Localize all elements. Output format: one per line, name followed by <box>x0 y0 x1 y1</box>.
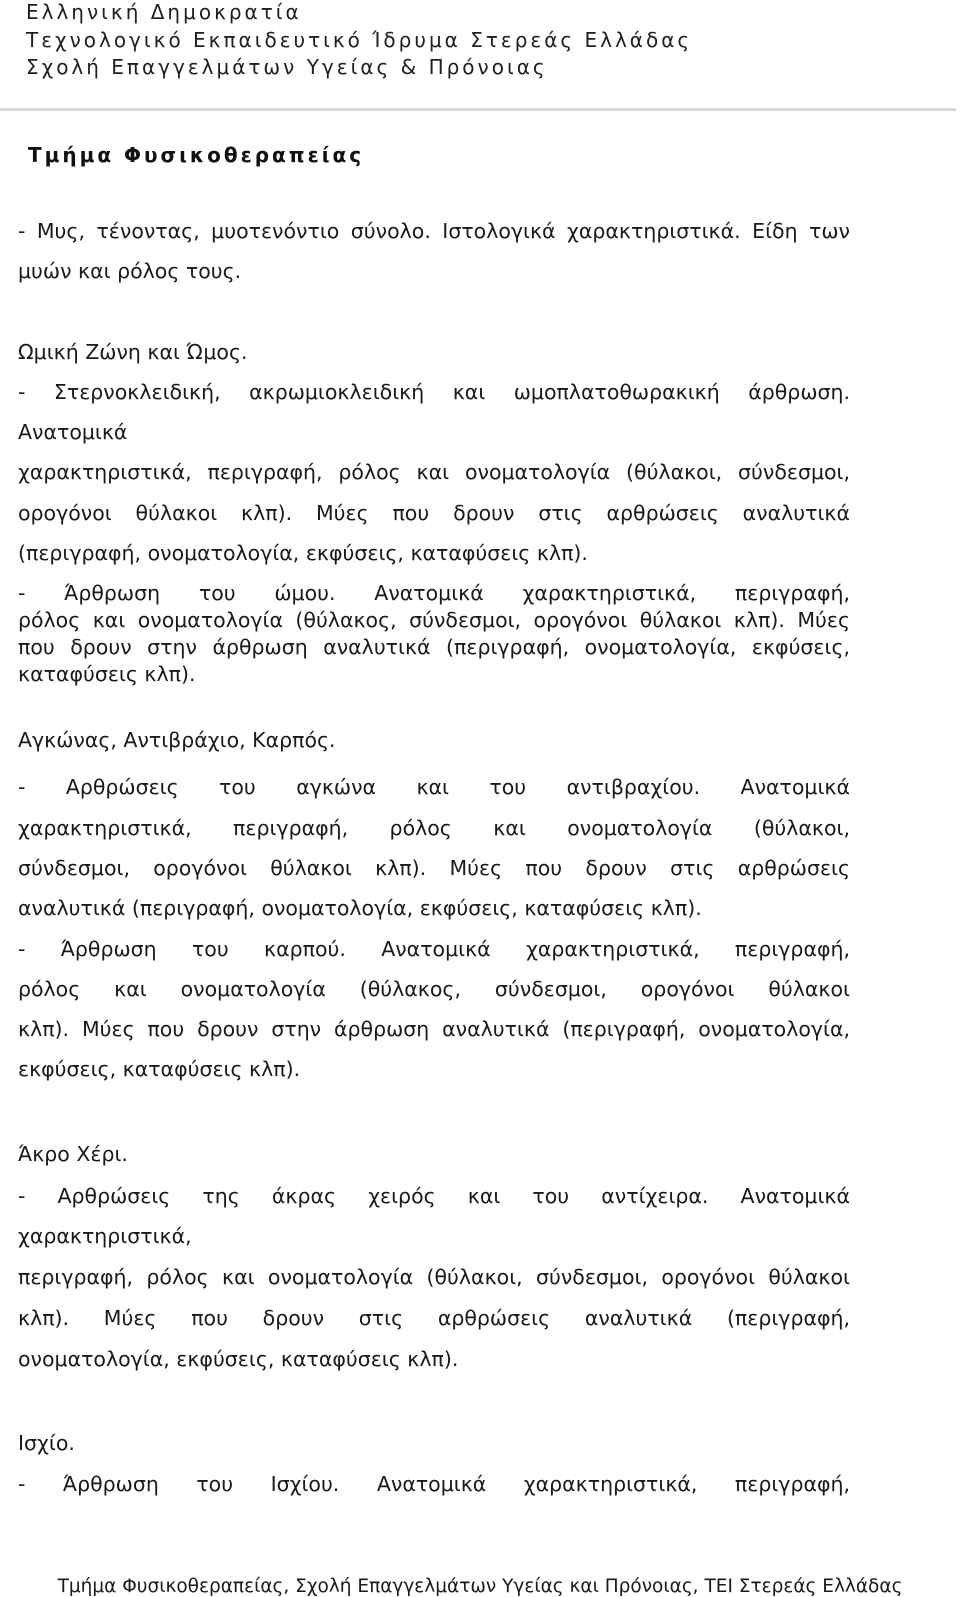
text-line: - Αρθρώσεις του αγκώνα και του αντιβραχίου. Ανατομικά <box>18 775 850 799</box>
text-line: ονοματολογία, εκφύσεις, καταφύσεις κλπ). <box>18 1347 459 1371</box>
header-school: Σχολή Επαγγελμάτων Υγείας & Πρόνοιας <box>26 55 548 79</box>
text-line: κλπ). Μύες που δρουν στις αρθρώσεις αναλυτικά (περιγραφή, <box>18 1306 850 1330</box>
header-divider <box>0 108 956 111</box>
text-line: - Άρθρωση του Ισχίου. Ανατομικά χαρακτηριστικά, περιγραφή, <box>18 1472 850 1496</box>
text-line: χαρακτηριστικά, περιγραφή, ρόλος και ονοματολογία (θύλακοι, σύνδεσμοι, <box>18 460 850 484</box>
text-line: χαρακτηριστικά, <box>18 1224 192 1248</box>
text-line: - Στερνοκλειδική, ακρωμιοκλειδική και ωμοπλατοθωρακική άρθρωση. <box>18 380 850 404</box>
text-line: ρόλος και ονοματολογία (θύλακος, σύνδεσμοι, ορογόνοι θύλακοι κλπ). Μύες <box>18 608 850 632</box>
header-institution: Τεχνολογικό Εκπαιδευτικό Ίδρυμα Στερεάς Ελλάδας <box>26 28 693 52</box>
section-heading: Άκρο Χέρι. <box>18 1142 128 1166</box>
page-footer: Τμήμα Φυσικοθεραπείας, Σχολή Επαγγελμάτων Υγείας και Πρόνοιας, ΤΕΙ Στερεάς Ελλάδας <box>57 1576 903 1597</box>
text-line: - Άρθρωση του καρπού. Ανατομικά χαρακτηριστικά, περιγραφή, <box>18 937 850 961</box>
section-heading: Ωμική Ζώνη και Ώμος. <box>18 340 248 364</box>
text-line: κλπ). Μύες που δρουν στην άρθρωση αναλυτικά (περιγραφή, ονοματολογία, <box>18 1017 850 1041</box>
department-title: Τμήμα Φυσικοθεραπείας <box>28 143 365 167</box>
section-heading: Αγκώνας, Αντιβράχιο, Καρπός. <box>18 728 336 752</box>
text-line: Ανατομικά <box>18 420 128 444</box>
text-line: - Άρθρωση του ώμου. Ανατομικά χαρακτηριστικά, περιγραφή, <box>18 581 850 605</box>
text-line: περιγραφή, ρόλος και ονοματολογία (θύλακοι, σύνδεσμοι, ορογόνοι θύλακοι <box>18 1265 850 1289</box>
text-line: μυών και ρόλος τους. <box>18 259 242 283</box>
text-line: (περιγραφή, ονοματολογία, εκφύσεις, καταφύσεις κλπ). <box>18 541 588 565</box>
text-line: χαρακτηριστικά, περιγραφή, ρόλος και ονοματολογία (θύλακοι, <box>18 816 850 840</box>
text-line: ορογόνοι θύλακοι κλπ). Μύες που δρουν στις αρθρώσεις αναλυτικά <box>18 501 850 525</box>
header-republic: Ελληνική Δημοκρατία <box>26 0 302 24</box>
text-line: που δρουν στην άρθρωση αναλυτικά (περιγραφή, ονοματολογία, εκφύσεις, <box>18 635 850 659</box>
text-line: καταφύσεις κλπ). <box>18 662 196 686</box>
section-heading: Ισχίο. <box>18 1431 75 1455</box>
text-line: αναλυτικά (περιγραφή, ονοματολογία, εκφύσεις, καταφύσεις κλπ). <box>18 896 702 920</box>
text-line: εκφύσεις, καταφύσεις κλπ). <box>18 1057 301 1081</box>
text-line: - Αρθρώσεις της άκρας χειρός και του αντίχειρα. Ανατομικά <box>18 1184 850 1208</box>
text-line: σύνδεσμοι, ορογόνοι θύλακοι κλπ). Μύες που δρουν στις αρθρώσεις <box>18 856 850 880</box>
text-line: - Μυς, τένοντας, μυοτενόντιο σύνολο. Ιστολογικά χαρακτηριστικά. Είδη των <box>18 219 850 243</box>
text-line: ρόλος και ονοματολογία (θύλακος, σύνδεσμοι, ορογόνοι θύλακοι <box>18 977 850 1001</box>
